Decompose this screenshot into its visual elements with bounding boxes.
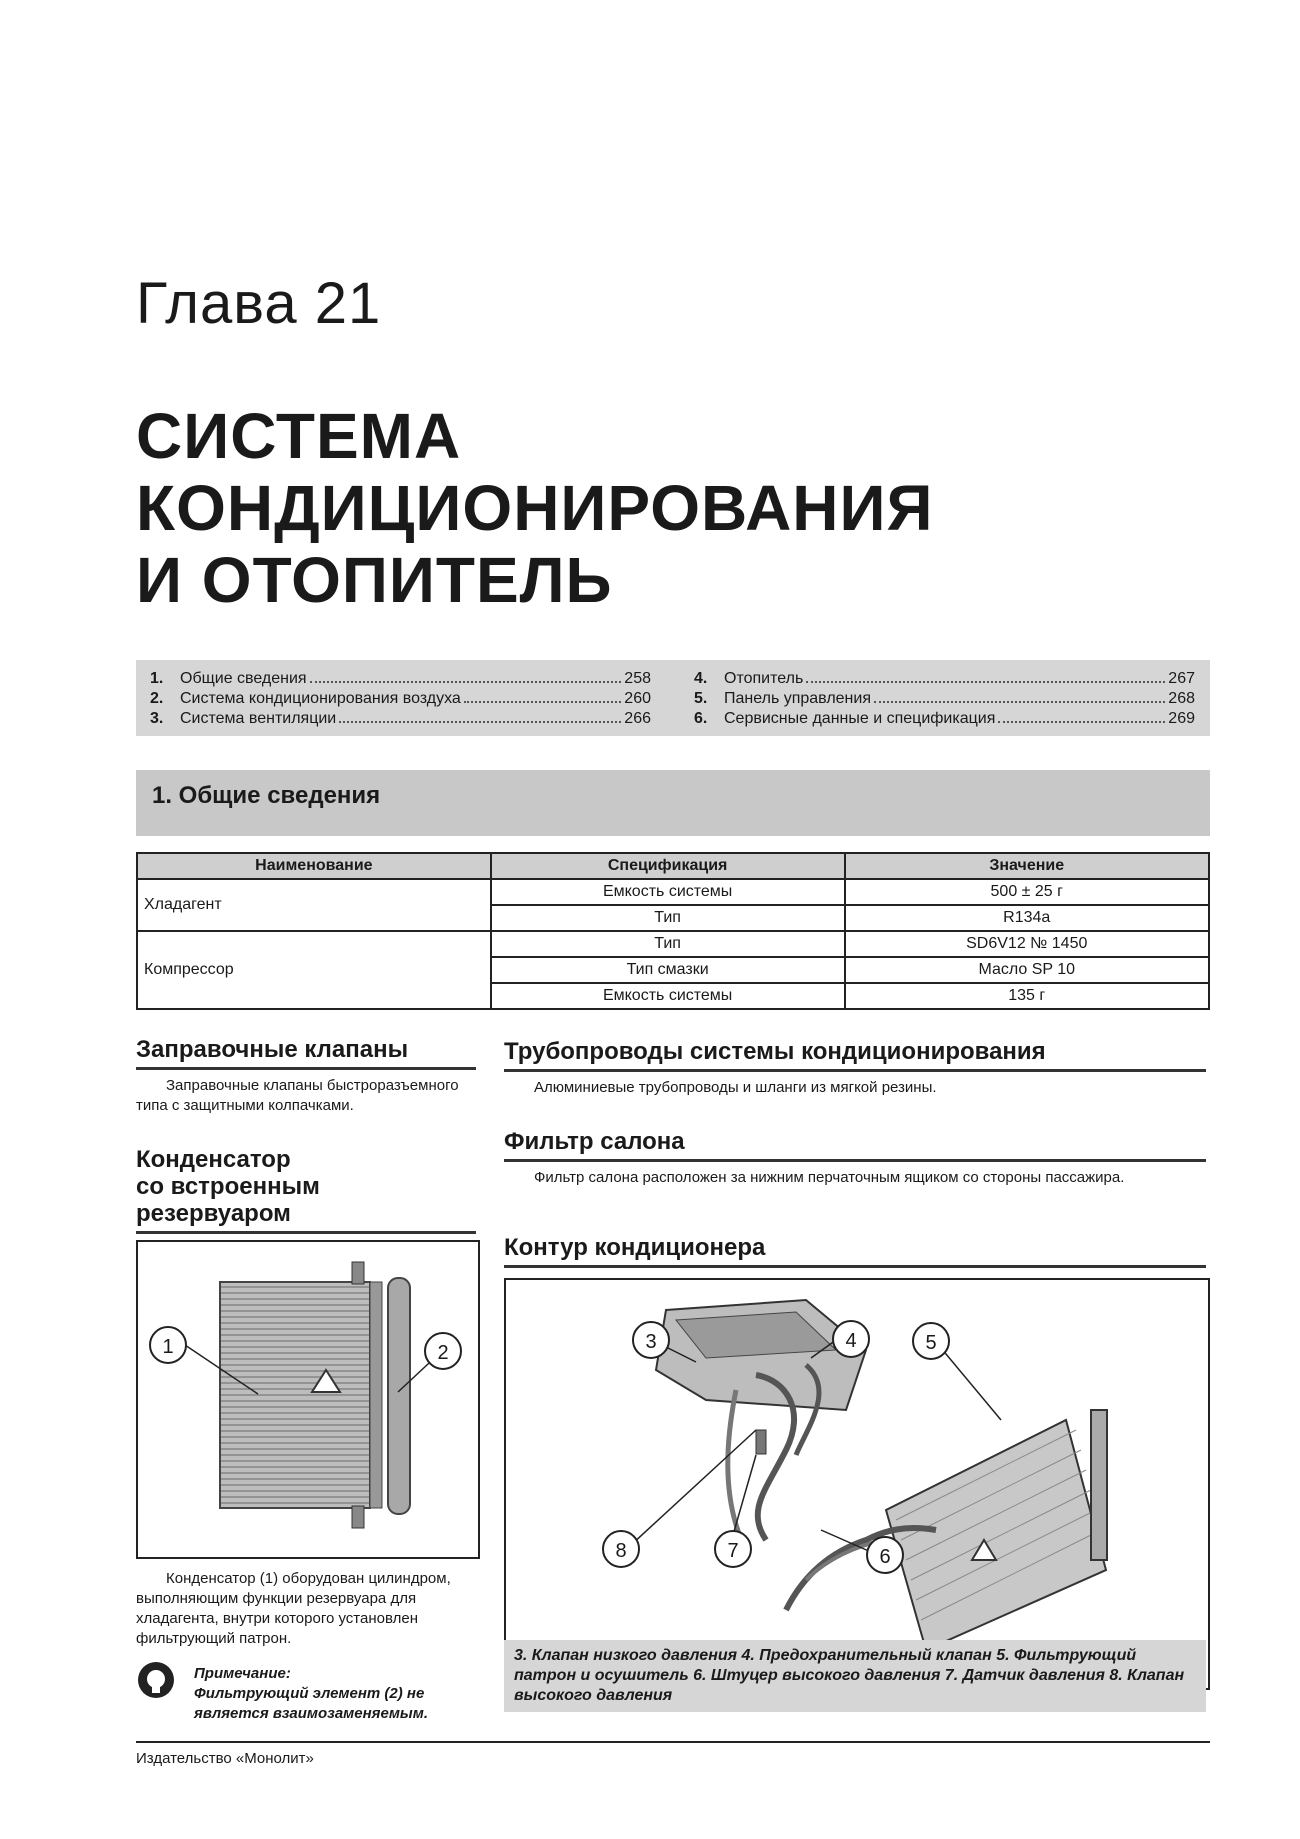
table-of-contents — [136, 660, 1210, 736]
toc-dot-leader — [339, 721, 621, 723]
column-header: Спецификация — [491, 853, 845, 879]
callout-1: 1 — [149, 1326, 187, 1364]
table-cell-value: 135 г — [845, 983, 1210, 1009]
condenser-heading-line: Конденсатор — [136, 1146, 291, 1173]
toc-item-page: 267 — [1168, 670, 1195, 687]
callout-8: 8 — [602, 1530, 640, 1568]
circuit-caption: 3. Клапан низкого давления 4. Предохранительный клапан 5. Фильтрующий патрон и осушитель 6. Штуцер высокого давления 7. Датчик давления 8. Клапан высокого давления — [504, 1640, 1206, 1712]
chapter-title-line: КОНДИЦИОНИРОВАНИЯ — [136, 472, 934, 544]
section-header — [136, 770, 1210, 836]
table-cell-name: Хладагент — [137, 879, 491, 931]
section-title: 1. Общие сведения — [152, 782, 381, 809]
toc-column-right — [680, 670, 1195, 730]
toc-item-label: Общие сведения — [180, 670, 307, 687]
toc-item-number: 5. — [694, 690, 708, 707]
circuit-heading: Контур кондиционера — [504, 1234, 1206, 1268]
toc-item-page: 266 — [624, 710, 651, 727]
table-cell-value: R134a — [845, 905, 1210, 931]
callout-3: 3 — [632, 1321, 670, 1359]
toc-item-label: Панель управления — [724, 690, 871, 707]
toc-item-label: Система кондиционирования воздуха — [180, 690, 461, 707]
table-cell-spec: Емкость системы — [491, 879, 845, 905]
toc-item[interactable] — [680, 710, 1195, 730]
table-cell-value: 500 ± 25 г — [845, 879, 1210, 905]
toc-item-page: 269 — [1168, 710, 1195, 727]
toc-item[interactable] — [680, 690, 1195, 710]
footer-publisher: Издательство «Монолит» — [136, 1750, 314, 1767]
toc-item-number: 1. — [150, 670, 164, 687]
footer-divider — [136, 1741, 1210, 1743]
condenser-figure — [136, 1240, 480, 1559]
toc-item[interactable] — [136, 690, 651, 710]
spec-table — [136, 852, 1210, 1010]
condenser-heading-line: резервуаром — [136, 1200, 291, 1227]
table-cell-spec: Тип смазки — [491, 957, 845, 983]
toc-item-label: Отопитель — [724, 670, 804, 687]
table-row — [137, 879, 1209, 905]
note-label: Примечание: — [194, 1665, 291, 1682]
condenser-core — [220, 1282, 370, 1508]
table-header-row — [137, 853, 1209, 879]
table-cell-spec: Емкость системы — [491, 983, 845, 1009]
toc-item-page: 258 — [624, 670, 651, 687]
cabin-filter-text: Фильтр салона расположен за нижним перчаточным ящиком со стороны пассажира. — [534, 1169, 1125, 1186]
toc-dot-leader — [806, 681, 1165, 683]
callout-7: 7 — [714, 1530, 752, 1568]
table-row — [137, 931, 1209, 957]
toc-dot-leader — [464, 701, 621, 703]
callout-2: 2 — [424, 1332, 462, 1370]
receiver-drier — [1091, 1410, 1107, 1560]
callout-4: 4 — [832, 1320, 870, 1358]
table-cell-value: SD6V12 № 1450 — [845, 931, 1210, 957]
chapter-label: Глава 21 — [136, 271, 382, 336]
cabin-filter-heading: Фильтр салона — [504, 1128, 1206, 1162]
column-header: Значение — [845, 853, 1210, 879]
condenser-heading-line: со встроенным — [136, 1173, 320, 1200]
chapter-title-line: СИСТЕМА — [136, 400, 462, 472]
toc-item-number: 6. — [694, 710, 708, 727]
toc-dot-leader — [310, 681, 622, 683]
toc-item-number: 2. — [150, 690, 164, 707]
receiver-cylinder — [388, 1278, 410, 1514]
toc-item-page: 268 — [1168, 690, 1195, 707]
toc-item[interactable] — [136, 710, 651, 730]
callout-5: 5 — [912, 1322, 950, 1360]
table-cell-value: Масло SP 10 — [845, 957, 1210, 983]
condenser-illustration — [138, 1242, 478, 1557]
column-header: Наименование — [137, 853, 491, 879]
toc-column-left — [136, 670, 651, 730]
toc-dot-leader — [874, 701, 1165, 703]
pipes-text: Алюминиевые трубопроводы и шланги из мягкой резины. — [534, 1079, 937, 1096]
valves-heading: Заправочные клапаны — [136, 1036, 476, 1070]
condenser-text: Конденсатор (1) оборудован цилиндром, выполняющим функции резервуара для хладагента, внутри которого установлен фильтрующий патрон. — [136, 1570, 451, 1647]
table-cell-name: Компрессор — [137, 931, 491, 1009]
note-text: Фильтрующий элемент (2) не является взаимозаменяемым. — [194, 1685, 429, 1722]
toc-item-page: 260 — [624, 690, 651, 707]
pipes-heading: Трубопроводы системы кондиционирования — [504, 1038, 1206, 1072]
note — [194, 1664, 476, 1724]
valves-text: Заправочные клапаны быстроразъемного типа с защитными колпачками. — [136, 1077, 459, 1114]
note-icon — [138, 1662, 174, 1698]
condenser-heading — [136, 1146, 476, 1234]
toc-item-label: Сервисные данные и спецификация — [724, 710, 996, 727]
toc-item[interactable] — [680, 670, 1195, 690]
table-cell-spec: Тип — [491, 905, 845, 931]
circuit-figure — [504, 1278, 1210, 1690]
table-cell-spec: Тип — [491, 931, 845, 957]
callout-6: 6 — [866, 1536, 904, 1574]
toc-item-label: Система вентиляции — [180, 710, 337, 727]
toc-item-number: 4. — [694, 670, 708, 687]
chapter-title-line: И ОТОПИТЕЛЬ — [136, 544, 613, 616]
toc-item[interactable] — [136, 670, 651, 690]
toc-dot-leader — [998, 721, 1165, 723]
chapter-title — [136, 400, 934, 616]
toc-item-number: 3. — [150, 710, 164, 727]
